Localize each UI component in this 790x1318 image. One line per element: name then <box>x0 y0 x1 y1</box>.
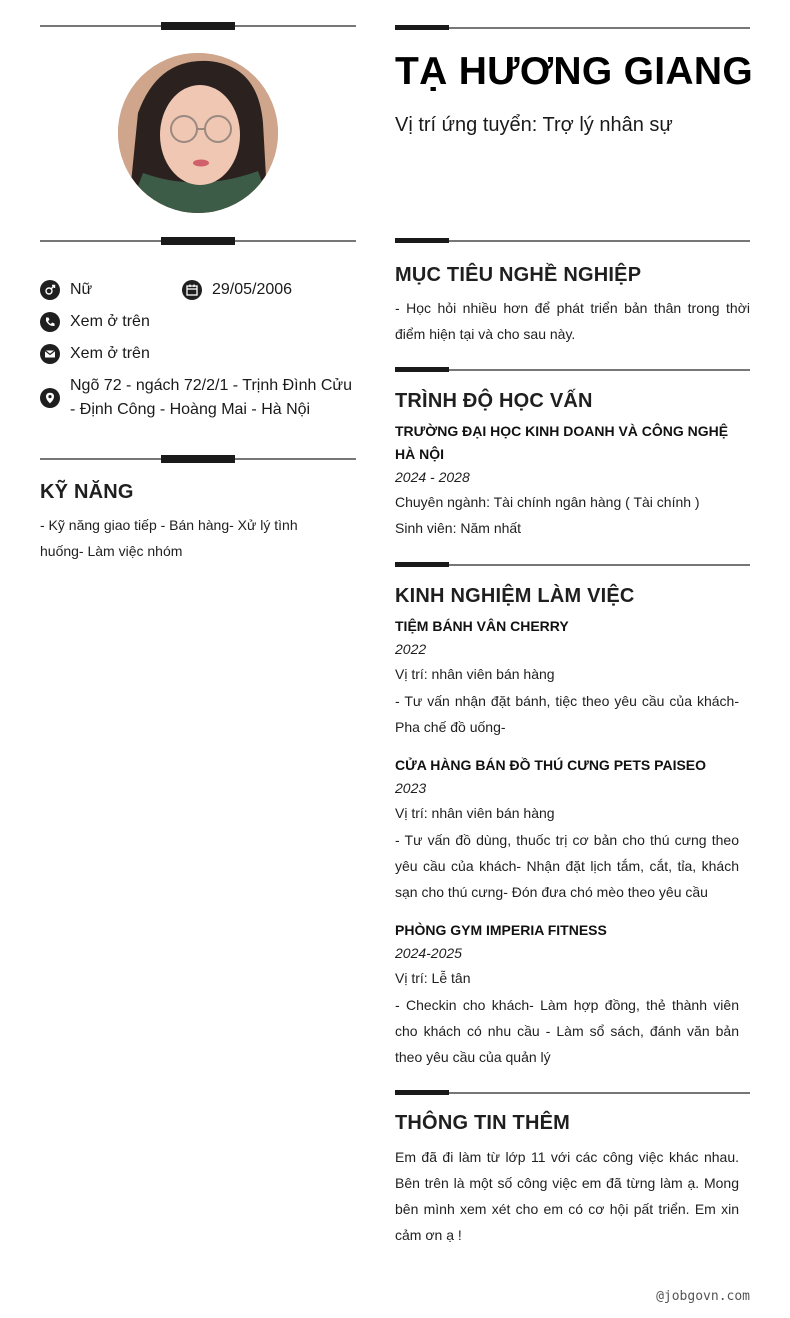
job-role: Vị trí: nhân viên bán hàng <box>395 666 555 682</box>
experience-title: KINH NGHIỆM LÀM VIỆC <box>395 585 635 607</box>
divider <box>40 22 356 30</box>
profile-photo <box>118 53 278 213</box>
job-role: Vị trí: Lễ tân <box>395 970 471 986</box>
gender-icon <box>40 280 60 300</box>
education-period: 2024 - 2028 <box>395 469 470 485</box>
objective-text: - Học hỏi nhiều hơn để phát triển bản thân trong thời điểm hiện tại và cho sau này. <box>395 300 750 342</box>
job-period: 2023 <box>395 780 427 796</box>
divider <box>395 562 750 568</box>
avatar <box>118 53 278 213</box>
job-company: CỬA HÀNG BÁN ĐỒ THÚ CƯNG PETS PAISEO <box>395 757 707 773</box>
skills-title: KỸ NĂNG <box>40 481 134 503</box>
job-role: Vị trí: nhân viên bán hàng <box>395 805 555 821</box>
divider <box>395 1090 750 1096</box>
job-desc: - Tư vấn nhận đặt bánh, tiệc theo yêu cầu của khách- Pha chế đồ uống- <box>395 693 739 735</box>
job-desc: - Checkin cho khách- Làm hợp đồng, thẻ thành viên cho khách có nhu cầu - Làm sổ sách, đánh văn bản theo yêu cầu của quản lý <box>395 997 739 1065</box>
applied-position: Vị trí ứng tuyển: Trợ lý nhân sự <box>395 114 673 136</box>
birthdate-value: 29/05/2006 <box>212 281 293 298</box>
divider <box>395 238 750 244</box>
skills-text: - Kỹ năng giao tiếp - Bán hàng- Xử lý tình huống- Làm việc nhóm <box>40 517 298 559</box>
address-value: Ngõ 72 - ngách 72/2/1 - Trịnh Đình Cửu - Định Công - Hoàng Mai - Hà Nội <box>70 377 352 418</box>
watermark: @jobgovn.com <box>656 1289 750 1304</box>
phone-value: Xem ở trên <box>70 313 150 330</box>
divider <box>395 367 750 373</box>
gender-value: Nữ <box>70 281 93 298</box>
location-icon <box>40 388 60 408</box>
job-company: PHÒNG GYM IMPERIA FITNESS <box>395 922 607 938</box>
email-icon <box>40 344 60 364</box>
phone-icon <box>40 312 60 332</box>
education-year: Sinh viên: Năm nhất <box>395 520 522 536</box>
divider <box>395 25 750 31</box>
job-period: 2022 <box>395 641 427 657</box>
divider <box>40 455 356 463</box>
education-major: Chuyên ngành: Tài chính ngân hàng ( Tài chính ) <box>395 494 700 510</box>
divider <box>40 237 356 245</box>
job-desc: - Tư vấn đồ dùng, thuốc trị cơ bản cho thú cưng theo yêu cầu của khách- Nhận đặt lịch tắm, cắt, tỉa, khách sạn cho thú cưng- Đón đưa chó mèo theo yêu cầu <box>395 832 739 900</box>
calendar-icon <box>182 280 202 300</box>
education-title: TRÌNH ĐỘ HỌC VẤN <box>395 390 593 412</box>
objective-title: MỤC TIÊU NGHỀ NGHIỆP <box>395 264 642 286</box>
additional-text: Em đã đi làm từ lớp 11 với các công việc khác nhau. Bên trên là một số công việc em đã từng làm ạ. Mong bên mình xem xét cho em có cơ hội pất triển. Em xin cảm ơn ạ ! <box>395 1149 739 1243</box>
job-period: 2024-2025 <box>395 945 462 961</box>
additional-title: THÔNG TIN THÊM <box>395 1112 571 1134</box>
education-school: TRƯỜNG ĐẠI HỌC KINH DOANH VÀ CÔNG NGHỆ HÀ NỘI <box>395 423 729 462</box>
job-company: TIỆM BÁNH VÂN CHERRY <box>395 618 569 634</box>
candidate-name: TẠ HƯƠNG GIANG <box>395 50 753 93</box>
email-value: Xem ở trên <box>70 345 150 362</box>
